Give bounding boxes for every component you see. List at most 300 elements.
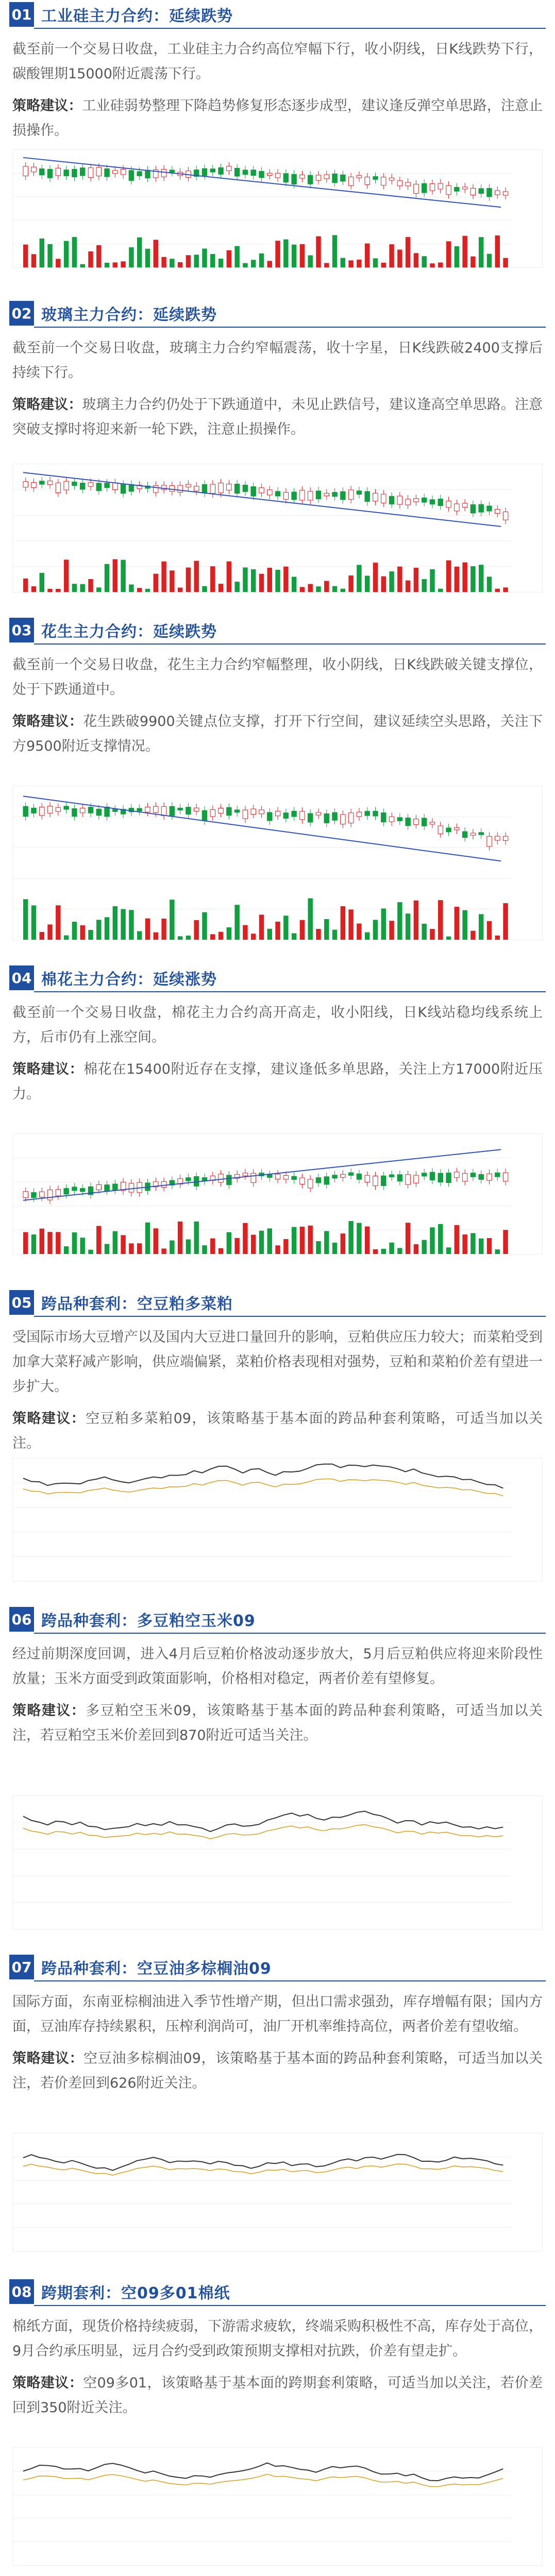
candle-body (227, 484, 231, 490)
volume-bar (259, 1231, 264, 1254)
volume-bar (129, 910, 133, 940)
candle-body (72, 808, 77, 816)
candle-body (227, 1175, 231, 1185)
candle-body (234, 810, 239, 812)
section-body (0, 653, 555, 702)
candle-body (373, 493, 378, 501)
candle-body (389, 178, 394, 180)
volume-bar (56, 905, 60, 940)
volume-bar (88, 930, 93, 940)
candle-body (389, 1175, 394, 1177)
section-body (0, 2314, 555, 2364)
candle-body (275, 1174, 280, 1179)
volume-bar (438, 900, 443, 940)
volume-bar (430, 263, 434, 267)
volume-bar (503, 587, 508, 592)
section-title: 跨品种套利：空豆粕多菜粕 (41, 1295, 233, 1313)
volume-bar (251, 1235, 256, 1254)
strategy-label: 策略建议： (12, 1061, 84, 1077)
candle-body (227, 166, 231, 171)
strategy-paragraph (0, 709, 555, 759)
volume-bar (422, 579, 426, 592)
candle-body (267, 490, 272, 495)
candle-body (324, 493, 329, 496)
volume-bar (47, 924, 52, 940)
candle-body (365, 1175, 369, 1182)
volume-bar (267, 568, 272, 592)
volume-bar (267, 1228, 272, 1254)
candle-body (300, 1178, 305, 1184)
volume-bar (462, 236, 467, 267)
candle-body (373, 811, 378, 816)
volume-bar (129, 1243, 133, 1254)
candle-body (438, 1173, 443, 1182)
candle-body (381, 812, 386, 822)
candle-body (129, 484, 133, 492)
strategy-paragraph (0, 94, 555, 143)
volume-bar (145, 1223, 150, 1254)
candle-body (487, 1174, 492, 1180)
volume-bar (161, 562, 166, 592)
candle-body (446, 828, 451, 832)
candle-body (137, 808, 142, 811)
candle-body (105, 1185, 109, 1191)
candle-body (292, 811, 296, 817)
volume-bar (308, 256, 312, 267)
candle-body (267, 812, 272, 821)
candle-body (397, 496, 402, 504)
volume-bar (186, 255, 191, 267)
candle-body (455, 1172, 459, 1178)
candle-body (470, 188, 475, 195)
candle-body (96, 1184, 101, 1190)
section-divider (34, 1633, 546, 1634)
volume-bar (487, 577, 492, 592)
candle-body (129, 1183, 133, 1192)
volume-bar (389, 921, 394, 940)
candle-body (275, 173, 280, 178)
section-title: 跨期套利：空09多01棉纸 (41, 2284, 230, 2302)
section-number: 02 (9, 301, 34, 326)
volume-bar (96, 920, 101, 940)
volume-bar (96, 245, 101, 267)
candle-body (389, 496, 394, 504)
body-text: 截至前一个交易日收盘，棉花主力合约高开高走，收小阳线，日K线站稳均线系统上方，后市仍有上涨空间。 (12, 1005, 543, 1045)
volume-bar (210, 566, 215, 592)
candle-body (31, 808, 36, 813)
candle-body (365, 492, 369, 502)
volume-bar (80, 925, 85, 940)
candle-body (56, 168, 60, 176)
candle-body (324, 814, 329, 823)
volume-bar (178, 936, 182, 940)
candle-body (470, 504, 475, 513)
candle-body (40, 481, 44, 484)
candle-body (381, 177, 386, 185)
volume-bar (495, 1249, 500, 1254)
volume-bar (389, 244, 394, 267)
volume-bar (202, 1245, 207, 1254)
candle-body (64, 481, 69, 490)
volume-bar (47, 1232, 52, 1254)
candle-body (283, 174, 288, 182)
candle-body (202, 168, 207, 176)
section-number: 04 (9, 965, 34, 990)
candle-body (121, 484, 125, 494)
volume-bar (397, 902, 402, 940)
candle-body (275, 492, 280, 496)
volume-bar (170, 1241, 174, 1254)
section-chart (12, 464, 543, 592)
volume-bar (479, 565, 483, 592)
volume-bar (455, 1225, 459, 1254)
volume-bar (251, 569, 256, 592)
volume-bar (462, 563, 467, 592)
volume-bar (105, 564, 109, 592)
volume-bar (259, 574, 264, 592)
candle-body (259, 171, 264, 177)
candle-body (31, 1193, 36, 1198)
candle-body (341, 815, 345, 824)
section-header (0, 1605, 555, 1634)
volume-bar (316, 929, 321, 940)
volume-bar (218, 259, 223, 267)
volume-bar (324, 1231, 329, 1254)
candle-body (332, 493, 337, 497)
candle-body (332, 812, 337, 820)
candle-body (145, 170, 150, 178)
volume-bar (406, 237, 410, 267)
candle-body (357, 812, 361, 817)
candle-body (487, 506, 492, 511)
candle-body (397, 818, 402, 821)
candle-body (503, 1173, 508, 1181)
volume-bar (137, 1243, 142, 1254)
spread-line (23, 1811, 503, 1832)
candle-body (406, 499, 410, 505)
chart-graphic (13, 2133, 542, 2251)
candle-body (357, 1174, 361, 1179)
candle-body (72, 482, 77, 485)
candle-body (470, 833, 475, 835)
candle-body (300, 175, 305, 178)
candle-body (243, 485, 247, 492)
candle-body (105, 483, 109, 488)
volume-bar (113, 262, 117, 267)
candle-body (218, 1174, 223, 1182)
volume-bar (80, 264, 85, 267)
candle-body (332, 1175, 337, 1178)
candle-body (96, 167, 101, 176)
volume-bar (113, 559, 117, 592)
volume-bar (495, 235, 500, 267)
strategy-text: 花生跌破9900关键点位支撑，打开下行空间，建议延续空头思路，关注下方9500附近支撑情况。 (12, 714, 543, 754)
candle-body (446, 1173, 451, 1183)
spread-line (23, 1464, 503, 1488)
candle-body (170, 806, 174, 816)
volume-bar (300, 587, 305, 592)
volume-bar (194, 1222, 198, 1254)
candle-body (113, 483, 117, 489)
candle-body (430, 184, 434, 191)
candle-body (64, 806, 69, 809)
volume-bar (300, 1227, 305, 1254)
volume-bar (170, 900, 174, 940)
volume-bar (455, 907, 459, 940)
candle-body (487, 836, 492, 846)
candle-body (161, 807, 166, 816)
volume-bar (121, 1235, 125, 1254)
volume-bar (430, 1227, 434, 1254)
candle-body (422, 183, 426, 193)
candle-body (438, 826, 443, 834)
candle-body (259, 488, 264, 493)
candle-body (218, 167, 223, 174)
section-chart (12, 786, 543, 940)
volume-bar (438, 589, 443, 592)
candle-body (186, 484, 191, 487)
chart-graphic (13, 150, 542, 267)
candle-body (462, 1173, 467, 1181)
candle-body (406, 818, 410, 825)
section-header (0, 2277, 555, 2306)
volume-bar (243, 1223, 247, 1254)
candle-body (455, 827, 459, 829)
candle-body (389, 817, 394, 822)
section-chart (12, 1458, 543, 1582)
section-body (0, 37, 555, 87)
section-08 (0, 2277, 555, 2576)
volume-bar (487, 1238, 492, 1254)
volume-bar (324, 919, 329, 940)
candle-body (23, 166, 28, 176)
candle-body (324, 1177, 329, 1184)
candle-body (113, 171, 117, 174)
strategy-paragraph (0, 393, 555, 442)
volume-bar (414, 568, 418, 592)
volume-bar (194, 920, 198, 940)
strategy-label: 策略建议： (12, 2050, 84, 2066)
volume-bar (365, 575, 369, 592)
section-number: 08 (9, 2279, 34, 2304)
volume-bar (308, 584, 312, 592)
section-title: 花生主力合约：延续跌势 (41, 623, 217, 641)
volume-bar (357, 565, 361, 592)
volume-bar (243, 567, 247, 592)
volume-bar (446, 241, 451, 267)
volume-bar (251, 934, 256, 940)
volume-bar (292, 245, 296, 267)
strategy-label: 策略建议： (12, 98, 82, 114)
candle-body (56, 483, 60, 493)
volume-bar (462, 1234, 467, 1254)
volume-bar (332, 586, 337, 592)
candle-body (430, 822, 434, 824)
candle-body (161, 170, 166, 177)
candle-body (113, 809, 117, 812)
volume-bar (227, 927, 231, 940)
chart-graphic (13, 786, 542, 940)
volume-bar (275, 922, 280, 940)
candle-body (283, 813, 288, 819)
volume-bar (495, 589, 500, 592)
candle-body (275, 811, 280, 816)
volume-bar (348, 260, 353, 267)
candle-body (462, 832, 467, 838)
volume-bar (455, 567, 459, 592)
candle-body (31, 483, 36, 488)
candle-body (316, 175, 321, 180)
volume-bar (470, 1233, 475, 1254)
candle-body (40, 169, 44, 175)
section-divider (34, 1316, 546, 1317)
volume-bar (300, 244, 305, 267)
candle-body (170, 486, 174, 492)
candle-body (495, 836, 500, 840)
volume-bar (470, 931, 475, 940)
candle-body (479, 1174, 483, 1179)
volume-bar (446, 937, 451, 940)
candle-body (495, 509, 500, 513)
candle-body (31, 167, 36, 172)
volume-bar (96, 1226, 101, 1254)
volume-bar (414, 1244, 418, 1254)
candle-body (56, 807, 60, 811)
section-divider (34, 1980, 546, 1981)
volume-bar (283, 1239, 288, 1254)
volume-bar (503, 903, 508, 940)
volume-bar (105, 1244, 109, 1254)
volume-bar (389, 1243, 394, 1254)
section-body (0, 1325, 555, 1399)
volume-bar (121, 909, 125, 940)
candle-body (341, 492, 345, 500)
volume-bar (381, 1249, 386, 1254)
trend-line (23, 472, 501, 527)
candle-body (72, 1187, 77, 1191)
volume-bar (292, 577, 296, 592)
volume-bar (121, 560, 125, 592)
candle-body (430, 1172, 434, 1180)
body-text: 截至前一个交易日收盘，玻璃主力合约窄幅震荡，收十字星，日K线跌破2400支撑后持续下行。 (12, 340, 543, 381)
candle-body (137, 172, 142, 176)
candle-body (381, 494, 386, 503)
volume-bar (121, 261, 125, 267)
candle-body (186, 807, 191, 815)
section-divider (34, 28, 546, 29)
candle-body (430, 500, 434, 504)
candle-body (234, 168, 239, 176)
candle-body (178, 808, 182, 810)
volume-bar (275, 570, 280, 592)
volume-bar (145, 919, 150, 940)
candle-body (348, 490, 353, 499)
volume-bar (251, 260, 256, 267)
volume-bar (186, 1240, 191, 1254)
volume-bar (64, 936, 69, 940)
strategy-paragraph (0, 1057, 555, 1107)
volume-bar (243, 925, 247, 940)
candle-body (234, 484, 239, 493)
candle-body (129, 171, 133, 181)
volume-bar (56, 259, 60, 267)
candle-body (365, 177, 369, 185)
average-line (23, 1479, 503, 1496)
candle-body (479, 189, 483, 194)
chart-graphic (13, 2448, 542, 2565)
volume-bar (470, 257, 475, 267)
volume-bar (129, 585, 133, 592)
candle-body (414, 819, 418, 825)
volume-bar (267, 929, 272, 940)
candle-body (251, 170, 256, 176)
candle-body (332, 174, 337, 182)
section-divider (34, 2305, 546, 2306)
volume-bar (170, 259, 174, 267)
volume-bar (348, 575, 353, 592)
candle-body (251, 809, 256, 815)
volume-bar (234, 1238, 239, 1254)
volume-bar (23, 1232, 28, 1254)
candle-body (251, 486, 256, 496)
section-header (0, 1288, 555, 1317)
candle-body (373, 177, 378, 180)
volume-bar (210, 934, 215, 940)
volume-bar (316, 236, 321, 267)
volume-bar (113, 1231, 117, 1254)
volume-bar (414, 901, 418, 940)
candle-body (479, 833, 483, 835)
volume-bar (31, 1234, 36, 1254)
volume-bar (406, 913, 410, 940)
candle-body (308, 814, 312, 822)
volume-bar (218, 584, 223, 592)
section-title: 跨品种套利：多豆粕空玉米09 (41, 1612, 256, 1630)
candle-body (316, 491, 321, 499)
volume-bar (202, 249, 207, 267)
candle-body (218, 483, 223, 493)
volume-bar (178, 587, 182, 592)
candle-body (283, 1176, 288, 1180)
average-line (23, 2164, 503, 2175)
candle-body (487, 188, 492, 196)
section-divider (34, 327, 546, 328)
candle-body (348, 177, 353, 185)
strategy-label: 策略建议： (12, 1703, 86, 1719)
volume-bar (210, 254, 215, 267)
candle-body (105, 807, 109, 816)
volume-bar (31, 254, 36, 267)
volume-bar (462, 910, 467, 940)
section-06 (0, 1605, 555, 1940)
volume-bar (64, 241, 69, 267)
candle-body (462, 187, 467, 189)
candle-body (154, 806, 158, 812)
candle-body (341, 1174, 345, 1177)
candle-body (455, 504, 459, 511)
volume-bar (397, 249, 402, 267)
candle-body (243, 1173, 247, 1176)
volume-bar (227, 250, 231, 267)
candle-body (80, 1189, 85, 1192)
volume-bar (234, 246, 239, 267)
strategy-text: 工业硅弱势整理下降趋势修复形态逐步成型，建议逢反弹空单思路，注意止损操作。 (12, 98, 543, 139)
candle-body (23, 806, 28, 816)
body-text: 棉纸方面，现货价格持续疲弱，下游需求疲软，终端采购积极性不高，库存处于高位，9月合约承压明显，远月合约受到政策预期支撑相对抗跌，价差有望走扩。 (12, 2318, 543, 2359)
candle-body (56, 1190, 60, 1196)
body-text: 受国际市场大豆增产以及国内大豆进口量回升的影响，豆粕供应压力较大；而菜粕受到加拿大菜籽减产影响，供应端偏紧，菜粕价格表现相对强势，豆粕和菜粕价差有望进一步扩大。 (12, 1329, 543, 1395)
strategy-paragraph (0, 2046, 555, 2096)
